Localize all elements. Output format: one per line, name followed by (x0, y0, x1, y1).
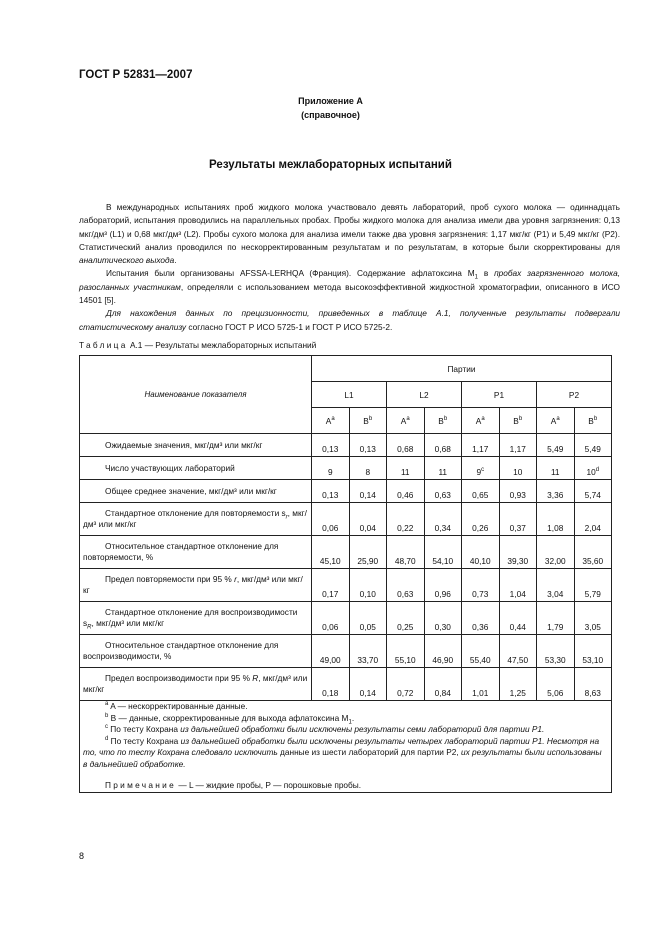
table-cell: 0,63 (387, 569, 425, 602)
table-cell: 0,68 (424, 434, 462, 457)
table-row (80, 602, 612, 635)
table-cell: 0,30 (424, 602, 462, 635)
appendix-title: Приложение А (298, 96, 363, 106)
table-note: Примечание — L — жидкие пробы, P — порошковые пробы. (105, 780, 362, 790)
table-cell: 0,14 (349, 480, 387, 503)
sub-header-a: $A^a$ (312, 408, 350, 434)
intro-paragraph-1: В международных испытаниях проб жидкого молока участвовало девять лабораторий, проб сухого молока — одиннадцать лабораторий, испытания проводились на параллельных пробах. Пробы жидкого молока для анализа имели два уровня загрязнения: 0,13 мкг/дм³ (L1) и 0,68 мкг/дм³ (L2). Пробы сухого молока для анализа имели также два уровня загрязнения: 1,17 мкг/кг (P1) и 5,49 мкг/кг (P2). Статистический анализ проводился по нескорректированным результатам и по результатам, в которые были скорректированы для аналитического выхода. (79, 202, 620, 266)
table-cell: 0,14 (349, 668, 387, 701)
table-cell: 10 (499, 457, 537, 480)
sub-header-b: $B^b$ (424, 408, 462, 434)
table-cell: 0,65 (462, 480, 500, 503)
row-label: Стандартное отклонение для повторяемости $s_r$, мкг/дм³ или мкг/кг (80, 503, 312, 536)
table-cell: 2,04 (574, 503, 612, 536)
table-footnotes (80, 701, 612, 793)
table-cell: 0,13 (349, 434, 387, 457)
row-label: Относительное стандартное отклонение для воспроизводимости, % (80, 635, 312, 668)
row-label: Ожидаемые значения, мкг/дм³ или мкг/кг (80, 434, 312, 457)
results-table (79, 355, 612, 793)
table-cell: 47,50 (499, 635, 537, 668)
table-cell: 10$^d$ (574, 457, 612, 480)
table-cell: 0,25 (387, 602, 425, 635)
row-label: Число участвующих лабораторий (80, 457, 312, 480)
table-row (80, 536, 612, 569)
table-cell: 1,08 (537, 503, 575, 536)
document-id: ГОСТ Р 52831—2007 (79, 69, 193, 81)
footnote-b: $^b$ B — данные, скорректированные для выхода афлатоксина $M_1$. (105, 712, 355, 726)
table-cell: 0,26 (462, 503, 500, 536)
table-cell: 0,72 (387, 668, 425, 701)
appendix-type: (справочное) (301, 110, 360, 120)
table-cell: 55,10 (387, 635, 425, 668)
batch-header-p2: P2 (537, 382, 612, 408)
batch-header-p1: P1 (462, 382, 537, 408)
row-label: Стандартное отклонение для воспроизводимости $s_R$, мкг/дм³ или мкг/кг (80, 602, 312, 635)
table-cell: 0,63 (424, 480, 462, 503)
row-label: Общее среднее значение, мкг/дм³ или мкг/кг (80, 480, 312, 503)
table-cell: 8,63 (574, 668, 612, 701)
table-cell: 0,73 (462, 569, 500, 602)
table-row (80, 480, 612, 503)
table-cell: 5,49 (574, 434, 612, 457)
table-cell: 5,79 (574, 569, 612, 602)
footnote-a: $^a$ A — нескорректированные данные. (105, 701, 248, 711)
table-cell: 49,00 (312, 635, 350, 668)
table-cell: 1,17 (499, 434, 537, 457)
table-caption: Таблица А.1 — Результаты межлабораторных испытаний (79, 340, 317, 350)
table-cell: 0,13 (312, 480, 350, 503)
table-row (80, 434, 612, 457)
table-cell: 0,44 (499, 602, 537, 635)
table-cell: 3,36 (537, 480, 575, 503)
table-cell: 0,18 (312, 668, 350, 701)
table-cell: 0,06 (312, 503, 350, 536)
table-cell: 32,00 (537, 536, 575, 569)
row-label: Предел повторяемости при 95 % r, мкг/дм³ или мкг/кг (80, 569, 312, 602)
table-cell: 0,46 (387, 480, 425, 503)
table-cell: 0,96 (424, 569, 462, 602)
table-cell: 1,01 (462, 668, 500, 701)
table-cell: 0,84 (424, 668, 462, 701)
sub-header-a: $A^a$ (462, 408, 500, 434)
table-cell: 5,49 (537, 434, 575, 457)
table-cell: 0,93 (499, 480, 537, 503)
table-cell: 1,25 (499, 668, 537, 701)
page-number: 8 (79, 851, 85, 861)
table-cell: 1,04 (499, 569, 537, 602)
row-label: Предел воспроизводимости при 95 % R, мкг/дм³ или мкг/кг (80, 668, 312, 701)
table-cell: 0,37 (499, 503, 537, 536)
table-cell: 11 (387, 457, 425, 480)
table-row (80, 457, 612, 480)
sub-header-a: $A^a$ (387, 408, 425, 434)
table-cell: 48,70 (387, 536, 425, 569)
table-cell: 55,40 (462, 635, 500, 668)
table-cell: 46,90 (424, 635, 462, 668)
table-cell: 1,79 (537, 602, 575, 635)
table-cell: 45,10 (312, 536, 350, 569)
table-cell: 40,10 (462, 536, 500, 569)
table-cell: 35,60 (574, 536, 612, 569)
table-cell: 0,10 (349, 569, 387, 602)
batch-header-l1: L1 (312, 382, 387, 408)
table-row (80, 668, 612, 701)
table-cell: 5,74 (574, 480, 612, 503)
sub-header-b: $B^b$ (499, 408, 537, 434)
table-cell: 53,30 (537, 635, 575, 668)
table-cell: 3,05 (574, 602, 612, 635)
table-cell: 1,17 (462, 434, 500, 457)
table-cell: 5,06 (537, 668, 575, 701)
footnote-c: $^c$ По тесту Кохрана из дальнейшей обработки были исключены результаты семи лабораторий для партии P1. (105, 724, 545, 734)
intro-text (79, 201, 620, 334)
intro-paragraph-2: Испытания были организованы AFSSA-LERHQA (Франция). Содержание афлатоксина $M_1$ в пробах загрязненного молока, разосланных участникам, определяли с использованием метода высокоэффективной жидкостной хроматографии, описанного в ИСО 14501 [5]. (79, 268, 621, 306)
table-row (80, 503, 612, 536)
table-cell: 0,04 (349, 503, 387, 536)
batch-header-l2: L2 (387, 382, 462, 408)
table-footnotes-row (80, 701, 612, 793)
table-row (80, 635, 612, 668)
table-cell: 0,06 (312, 602, 350, 635)
table-cell: 0,36 (462, 602, 500, 635)
sub-header-b: $B^b$ (574, 408, 612, 434)
table-cell: 0,17 (312, 569, 350, 602)
table-cell: 8 (349, 457, 387, 480)
table-cell: 53,10 (574, 635, 612, 668)
table-cell: 0,05 (349, 602, 387, 635)
table-cell: 54,10 (424, 536, 462, 569)
sub-header-a: $A^a$ (537, 408, 575, 434)
sub-header-b: $B^b$ (349, 408, 387, 434)
col-header-batches: Партии (312, 356, 612, 382)
table-cell: 9$^c$ (462, 457, 500, 480)
table-row (80, 569, 612, 602)
intro-paragraph-3: Для нахождения данных по прецизионности, приведенных в таблице А.1, полученные результаты подвергали статистическому анализу согласно ГОСТ Р ИСО 5725-1 и ГОСТ Р ИСО 5725-2. (79, 308, 620, 332)
table-cell: 9 (312, 457, 350, 480)
col-header-name: Наименование показателя (80, 356, 312, 434)
table-cell: 33,70 (349, 635, 387, 668)
table-cell: 0,22 (387, 503, 425, 536)
table-cell: 11 (424, 457, 462, 480)
table-cell: 11 (537, 457, 575, 480)
section-title: Результаты межлабораторных испытаний (209, 159, 452, 171)
table-cell: 0,13 (312, 434, 350, 457)
table-cell: 3,04 (537, 569, 575, 602)
table-cell: 25,90 (349, 536, 387, 569)
table-cell: 39,30 (499, 536, 537, 569)
table-cell: 0,34 (424, 503, 462, 536)
table-cell: 0,68 (387, 434, 425, 457)
footnote-d: $^d$ По тесту Кохрана из дальнейшей обработки были исключены результаты четырех лабораторий партии P1. Несмотря на то, что по тесту Кохрана следовало исключить данные из шести лабораторий для партии P2, их результаты были использованы в дальнейшей обработке. (83, 735, 602, 769)
row-label: Относительное стандартное отклонение для повторяемости, % (80, 536, 312, 569)
